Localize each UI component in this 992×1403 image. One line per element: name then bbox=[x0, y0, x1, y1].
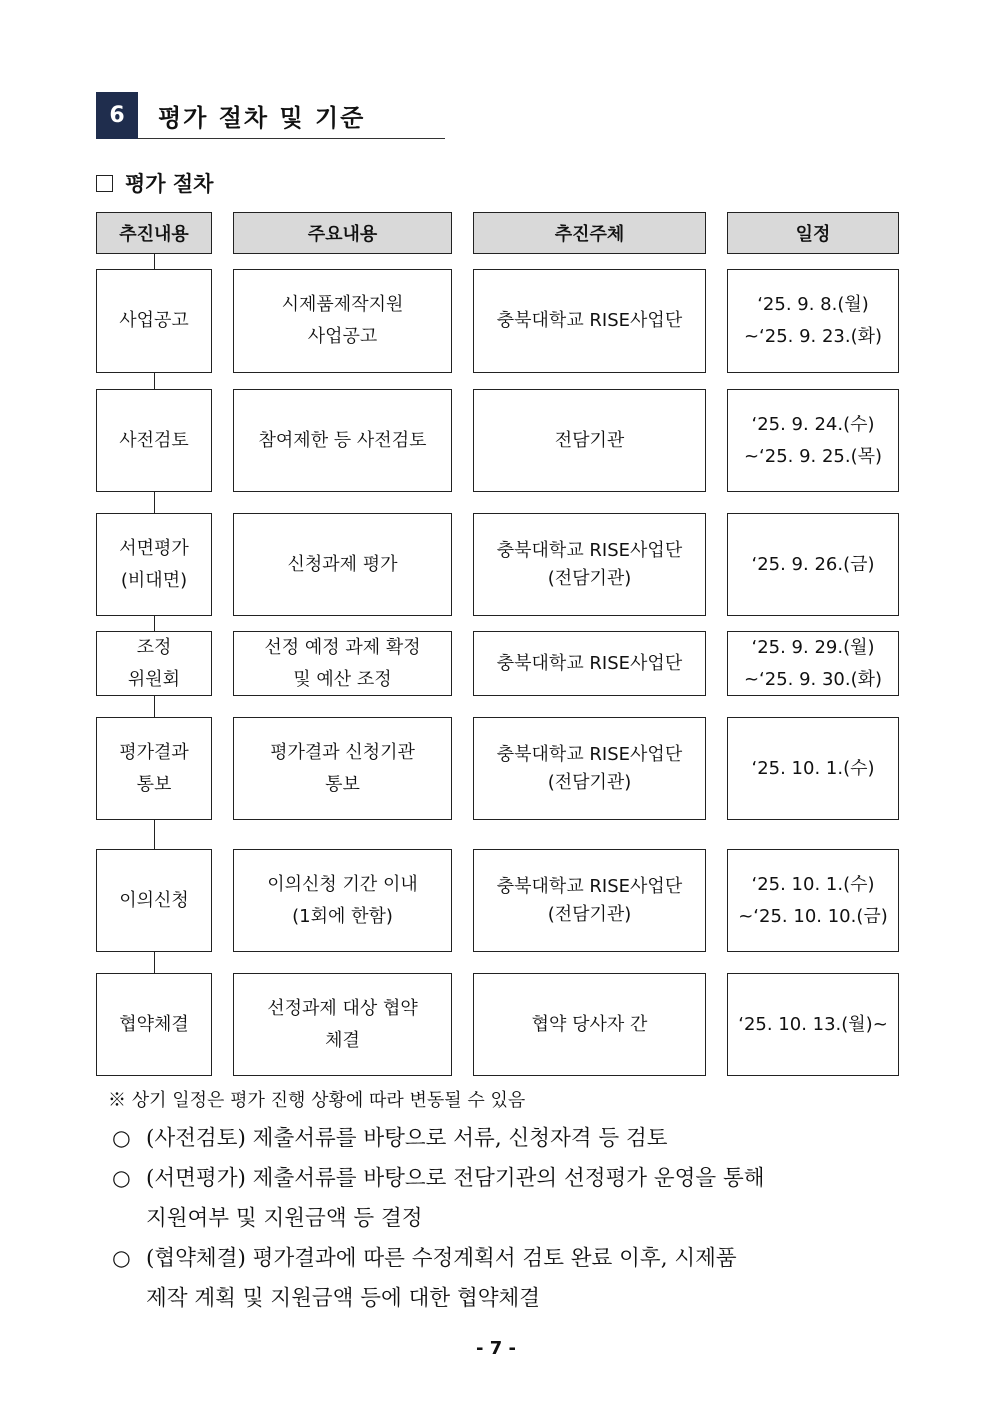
cell-line: ‘25. 9. 24.(수) bbox=[751, 413, 875, 435]
table-row-7-schedule bbox=[727, 973, 899, 1076]
table-row-7-content bbox=[233, 973, 452, 1076]
table-row-5-schedule bbox=[727, 717, 899, 820]
cell-line: ‘25. 9. 29.(월) bbox=[751, 636, 875, 658]
cell-line: 이의신청 기간 이내 bbox=[267, 873, 418, 895]
table-row-3-schedule bbox=[727, 513, 899, 616]
table-row-3-step bbox=[96, 513, 212, 616]
subheading bbox=[96, 168, 213, 198]
page-number: - 7 - bbox=[476, 1338, 516, 1359]
cell-line: 협약 당사자 간 bbox=[531, 1013, 648, 1035]
table-row-5-owner bbox=[473, 717, 706, 820]
cell-line: ‘25. 9. 8.(월) bbox=[757, 294, 869, 315]
bullet-line: 지원여부 및 지원금액 등 결정 bbox=[146, 1206, 423, 1231]
cell-line: 협약체결 bbox=[119, 1013, 189, 1035]
cell-line: 사업공고 bbox=[119, 310, 189, 331]
cell-line: 충북대학교 RISE사업단 bbox=[496, 652, 683, 674]
table-row-5-step bbox=[96, 717, 212, 820]
cell-line: 체결 bbox=[325, 1029, 360, 1051]
flow-connector bbox=[154, 616, 155, 631]
table-row-4-content bbox=[233, 631, 452, 696]
bullet-item bbox=[112, 1159, 902, 1239]
section-title-underline bbox=[138, 138, 445, 139]
cell-line: ~‘25. 10. 10.(금) bbox=[738, 905, 888, 927]
cell-line: 참여제한 등 사전검토 bbox=[258, 429, 427, 451]
table-row-4-schedule bbox=[727, 631, 899, 696]
cell-line: (전담기관) bbox=[547, 567, 632, 589]
cell-line: 충북대학교 RISE사업단 bbox=[496, 875, 683, 897]
cell-line: 통보 bbox=[136, 773, 172, 795]
table-row-3-content bbox=[233, 513, 452, 616]
table-row-7-owner bbox=[473, 973, 706, 1076]
cell-line: 충북대학교 RISE사업단 bbox=[496, 539, 683, 561]
cell-line: ~‘25. 9. 25.(목) bbox=[743, 445, 883, 467]
table-row-2-owner bbox=[473, 389, 706, 492]
bullet-line: (서면평가) 제출서류를 바탕으로 전담기관의 선정평가 운영을 통해 bbox=[146, 1166, 765, 1191]
cell-line: 전담기관 bbox=[554, 429, 625, 451]
cell-line: 위원회 bbox=[127, 668, 181, 690]
cell-line: 평가결과 신청기관 bbox=[270, 741, 415, 763]
flow-connector bbox=[154, 952, 155, 973]
section-number-badge: 6 bbox=[96, 92, 138, 139]
flow-connector bbox=[154, 373, 155, 389]
table-row-6-content bbox=[233, 849, 452, 952]
cell-line: 통보 bbox=[325, 773, 360, 795]
cell-line: 시제품제작지원 bbox=[281, 294, 404, 315]
table-row-2-step bbox=[96, 389, 212, 492]
cell-line: 사전검토 bbox=[119, 429, 189, 451]
table-row-7-step bbox=[96, 973, 212, 1076]
checkbox-icon bbox=[96, 175, 113, 192]
cell-line: (비대면) bbox=[120, 569, 188, 591]
cell-line: 선정과제 대상 협약 bbox=[267, 997, 418, 1019]
table-row-6-step bbox=[96, 849, 212, 952]
cell-line: ‘25. 9. 26.(금) bbox=[751, 553, 875, 575]
table-header-step: 추진내용 bbox=[96, 212, 212, 254]
table-row-2-schedule bbox=[727, 389, 899, 492]
bullet-line: 제작 계획 및 지원금액 등에 대한 협약체결 bbox=[146, 1286, 541, 1311]
flow-connector bbox=[154, 254, 155, 269]
table-row-3-owner bbox=[473, 513, 706, 616]
subheading-text: 평가 절차 bbox=[125, 172, 214, 196]
circle-bullet-icon: ○ bbox=[112, 1126, 131, 1151]
table-row-1-owner bbox=[473, 269, 706, 373]
cell-line: 서면평가 bbox=[119, 537, 189, 559]
table-row-5-content bbox=[233, 717, 452, 820]
table-row-2-content bbox=[233, 389, 452, 492]
cell-line: 및 예산 조정 bbox=[293, 668, 392, 690]
cell-line: ‘25. 10. 13.(월)~ bbox=[738, 1013, 888, 1035]
cell-line: 이의신청 bbox=[119, 889, 189, 911]
cell-line: 조정 bbox=[136, 636, 172, 658]
cell-line: 충북대학교 RISE사업단 bbox=[496, 310, 683, 331]
circle-bullet-icon: ○ bbox=[112, 1166, 131, 1191]
table-row-6-owner bbox=[473, 849, 706, 952]
cell-line: (1회에 한함) bbox=[292, 905, 393, 927]
table-row-4-owner bbox=[473, 631, 706, 696]
flow-connector bbox=[154, 820, 155, 849]
bullet-item bbox=[112, 1119, 902, 1159]
table-row-1-step bbox=[96, 269, 212, 373]
section-title: 평가 절차 및 기준 bbox=[158, 104, 366, 132]
schedule-note: ※ 상기 일정은 평가 진행 상황에 따라 변동될 수 있음 bbox=[108, 1090, 526, 1111]
bullet-line: (협약체결) 평가결과에 따른 수정계획서 검토 완료 이후, 시제품 bbox=[146, 1246, 737, 1271]
cell-line: 신청과제 평가 bbox=[287, 553, 398, 575]
circle-bullet-icon: ○ bbox=[112, 1246, 131, 1271]
table-row-6-schedule bbox=[727, 849, 899, 952]
table-header-schedule: 일정 bbox=[727, 212, 899, 254]
flow-connector bbox=[154, 492, 155, 513]
bullet-item bbox=[112, 1239, 902, 1319]
cell-line: ~‘25. 9. 23.(화) bbox=[743, 326, 883, 347]
cell-line: 충북대학교 RISE사업단 bbox=[496, 743, 683, 765]
cell-line: 사업공고 bbox=[307, 326, 378, 347]
cell-line: ‘25. 10. 1.(수) bbox=[751, 757, 875, 779]
bullet-line: (사전검토) 제출서류를 바탕으로 서류, 신청자격 등 검토 bbox=[146, 1126, 668, 1151]
cell-line: 평가결과 bbox=[119, 741, 189, 763]
cell-line: 선정 예정 과제 확정 bbox=[264, 636, 421, 658]
cell-line: ~‘25. 9. 30.(화) bbox=[743, 668, 883, 690]
table-row-4-step bbox=[96, 631, 212, 696]
cell-line: ‘25. 10. 1.(수) bbox=[751, 873, 875, 895]
table-row-1-content bbox=[233, 269, 452, 373]
table-header-owner: 추진주체 bbox=[473, 212, 706, 254]
cell-line: (전담기관) bbox=[547, 903, 632, 925]
flow-connector bbox=[154, 696, 155, 717]
cell-line: (전담기관) bbox=[547, 771, 632, 793]
table-header-content: 주요내용 bbox=[233, 212, 452, 254]
table-row-1-schedule bbox=[727, 269, 899, 373]
